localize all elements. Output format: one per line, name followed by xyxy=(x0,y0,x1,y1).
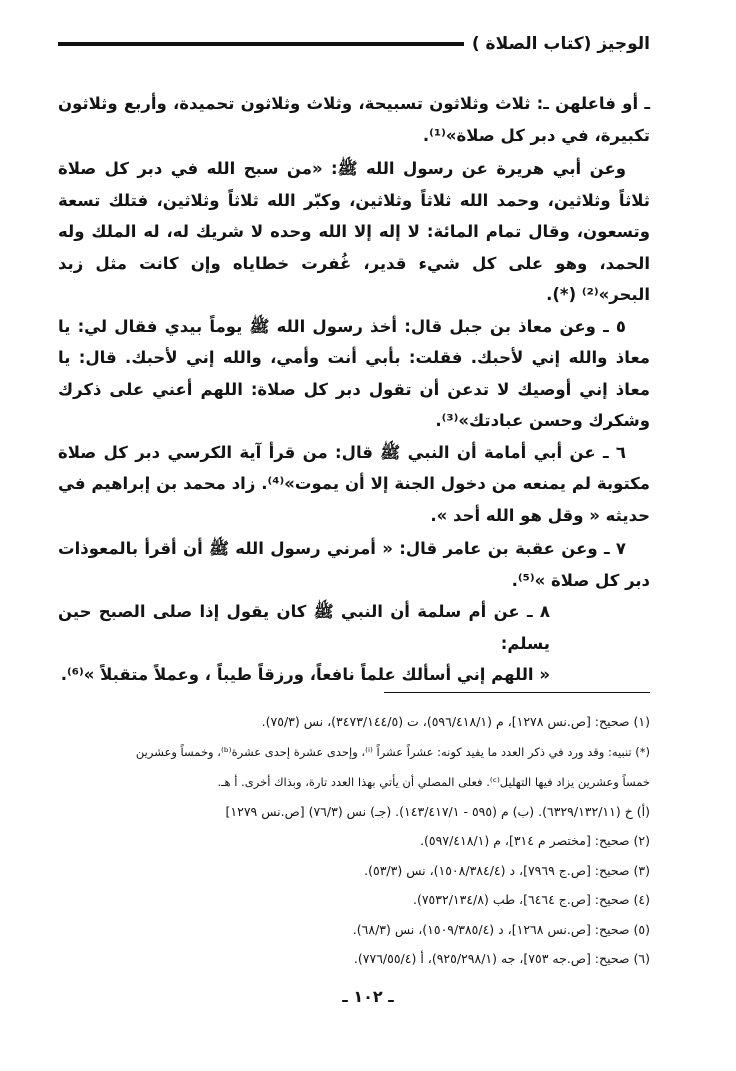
header-title: الوجيز (كتاب الصلاة ) xyxy=(471,34,650,54)
main-text xyxy=(58,88,650,691)
footnote-6: (٦) صحيح: [ص.جه ٧٥٣]، جه (٩٢٥/٢٩٨/١)، أ (٧٧٦/٥٥/٤). xyxy=(353,951,650,966)
paragraph-5: ٧ ـ وعن عقبة بن عامر قال: « أمرني رسول الله ﷺ أن أقرأ بالمعوذات دبر كل صلاة »⁽⁵⁾. xyxy=(58,539,650,590)
footnote-4: (٤) صحيح: [ص.ج ٦٤٦٤]، طب (٧٥٣٢/١٣٤/٨). xyxy=(412,892,650,907)
footnote-1: (١) صحيح: [ص.نس ١٢٧٨]، م (٥٩٦/٤١٨/١)، ت (٣٤٧٣/١٤٤/٥)، نس (٧٥/٣). xyxy=(261,714,650,729)
footnotes xyxy=(58,707,650,974)
paragraph-6: ٨ ـ عن أم سلمة أن النبي ﷺ كان يقول إذا صلى الصبح حين يسلم: xyxy=(58,602,550,653)
header-rule xyxy=(58,42,464,46)
footnote-note-2: خمساً وعشرين يزاد فيها التهليل⁽ᶜ⁾. فعلى المصلي أن يأتي بهذا العدد تارة، وبذاك أخرى. أ هـ. xyxy=(217,774,650,789)
footnote-sub-refs: (أ) خ (٦٣٢٩/١٣٢/١١). (ب) م (٥٩٥ - ١٤٣/٤١٧/١). (جـ) نس (٧٦/٣) [ص.نس ١٢٧٩] xyxy=(225,803,650,819)
paragraph-3: ٥ ـ وعن معاذ بن جبل قال: أخذ رسول الله ﷺ يوماً بيدي فقال لي: يا معاذ والله إني لأحبك. فقلت: بأبي أنت وأمي، والله إني لأحبك. قال: يا معاذ إني أوصيك لا تدعن أن تقول دبر كل صلاة: اللهم أعني على ذكرك وشكرك وحسن عبادتك»⁽³⁾. xyxy=(58,316,650,430)
footnote-2: (٢) صحيح: [مختصر م ٣١٤]، م (٥٩٧/٤١٨/١). xyxy=(420,833,650,848)
footnote-3: (٣) صحيح: [ص.ج ٧٩٦٩]، د (١٥٠٨/٣٨٤/٤)، نس (٥٣/٣). xyxy=(364,862,650,878)
paragraph-2: وعن أبي هريرة عن رسول الله ﷺ: «من سبح الله في دبر كل صلاة ثلاثاً وثلاثين، وحمد الله ثلاثاً وثلاثين، وكبّر الله ثلاثاً وثلاثين، فتلك تسعة وتسعون، وقال تمام المائة: لا إله إلا الله وحده لا شريك له، له الملك وله الحمد، وهو على كل شيء قدير، غُفرت خطاياه وإن كانت مثل زبد البحر»⁽²⁾ (*). xyxy=(58,159,650,304)
paragraph-1: ـ أو فاعلهن ـ: ثلاث وثلاثون تسبيحة، وثلاث وثلاثون تحميدة، وأربع وثلاثون تكبيرة، في دبر كل صلاة»⁽¹⁾. xyxy=(58,94,650,145)
footnote-separator xyxy=(384,692,650,693)
footnote-note-1: (*) تنبيه: وقد ورد في ذكر العدد ما يفيد كونه: عشراً عشراً ⁽ⁱ⁾، وإحدى عشرة إحدى عشرة⁽ᵇ⁾، وخمساً وعشرين xyxy=(135,744,650,759)
paragraph-7: « اللهم إني أسألك علماً نافعاً، ورزقاً طيباً ، وعملاً متقبلاً »⁽⁶⁾. xyxy=(60,665,550,684)
footnote-5: (٥) صحيح: [ص.نس ١٢٦٨]، د (١٥٠٩/٣٨٥/٤)، نس (٦٨/٣). xyxy=(352,921,650,937)
paragraph-4: ٦ ـ عن أبي أمامة أن النبي ﷺ قال: من قرأ آية الكرسي دبر كل صلاة مكتوبة لم يمنعه من دخول الجنة إلا أن يموت»⁽⁴⁾. زاد محمد بن إبراهيم في حديثه « وقل هو الله أحد ». xyxy=(58,442,650,525)
running-header xyxy=(58,34,650,54)
page-number: ـ ١٠٢ ـ xyxy=(342,987,394,1006)
